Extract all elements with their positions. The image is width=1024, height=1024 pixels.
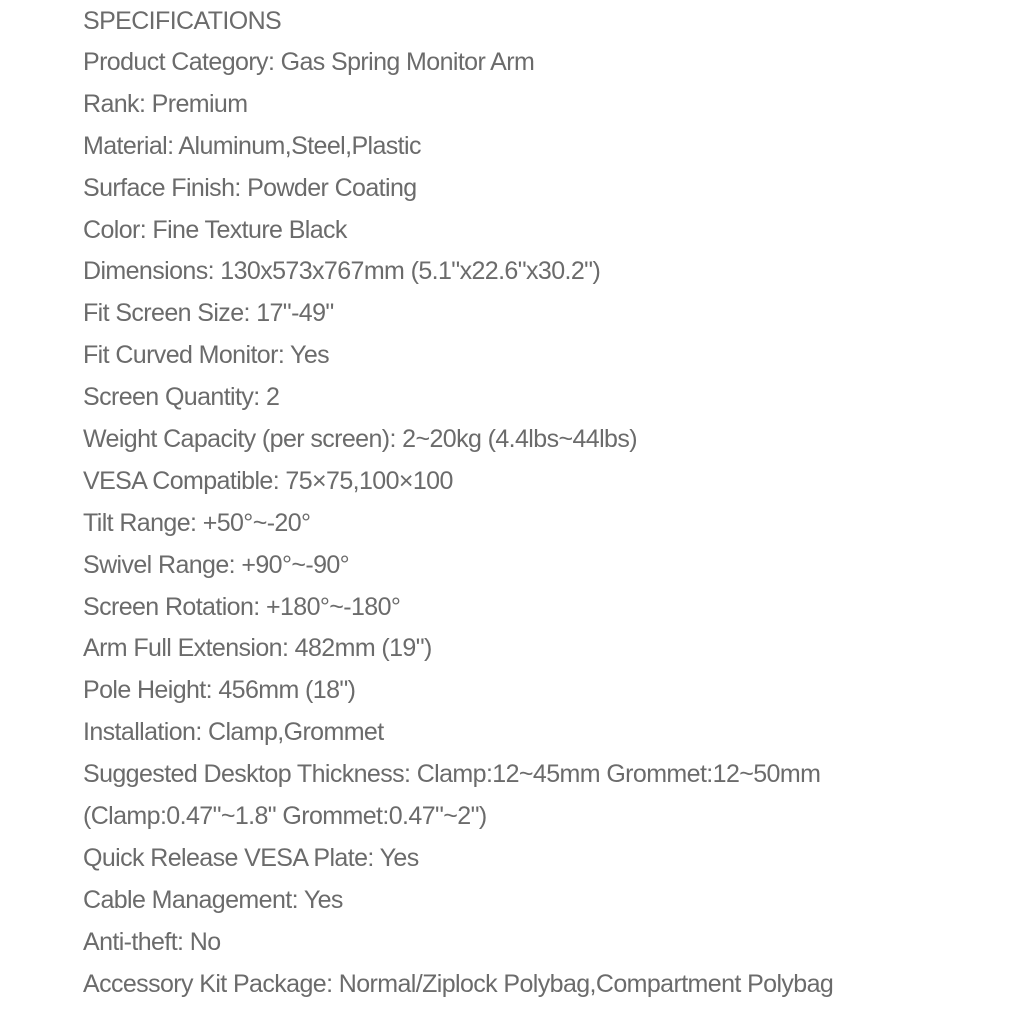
spec-line-installation: Installation: Clamp,Grommet (83, 718, 384, 747)
spec-line-cable-management: Cable Management: Yes (83, 885, 343, 914)
spec-line-arm-full-extension: Arm Full Extension: 482mm (19") (83, 634, 432, 663)
spec-line-surface-finish: Surface Finish: Powder Coating (83, 173, 417, 202)
spec-line-pole-height: Pole Height: 456mm (18") (83, 676, 356, 705)
spec-line-rank: Rank: Premium (83, 89, 248, 118)
spec-line-tilt-range: Tilt Range: +50°~-20° (83, 508, 311, 537)
spec-line-material: Material: Aluminum,Steel,Plastic (83, 131, 421, 160)
spec-line-weight-capacity: Weight Capacity (per screen): 2~20kg (4.4lbs~44lbs) (83, 425, 637, 454)
spec-list (83, 42, 1024, 1005)
spec-line-quick-release-vesa-plate: Quick Release VESA Plate: Yes (83, 843, 419, 872)
spec-line-anti-theft: Anti-theft: No (83, 927, 221, 956)
spec-line-fit-screen-size: Fit Screen Size: 17"-49" (83, 299, 334, 328)
spec-line-color: Color: Fine Texture Black (83, 215, 347, 244)
spec-line-fit-curved-monitor: Fit Curved Monitor: Yes (83, 341, 330, 370)
section-heading: SPECIFICATIONS (83, 7, 282, 35)
spec-line-accessory-kit-package: Accessory Kit Package: Normal/Ziplock Polybag,Compartment Polybag (83, 969, 834, 998)
spec-line-screen-rotation: Screen Rotation: +180°~-180° (83, 592, 401, 621)
spec-line-product-category: Product Category: Gas Spring Monitor Arm (83, 48, 535, 76)
spec-line-dimensions: Dimensions: 130x573x767mm (5.1"x22.6"x30.2") (83, 257, 601, 286)
spec-line-swivel-range: Swivel Range: +90°~-90° (83, 550, 350, 579)
spec-line-screen-quantity: Screen Quantity: 2 (83, 383, 280, 412)
spec-line-desktop-thickness-inches: (Clamp:0.47"~1.8" Grommet:0.47"~2") (83, 802, 487, 831)
spec-line-desktop-thickness: Suggested Desktop Thickness: Clamp:12~45mm Grommet:12~50mm (83, 760, 821, 789)
spec-line-vesa-compatible: VESA Compatible: 75×75,100×100 (83, 466, 453, 495)
